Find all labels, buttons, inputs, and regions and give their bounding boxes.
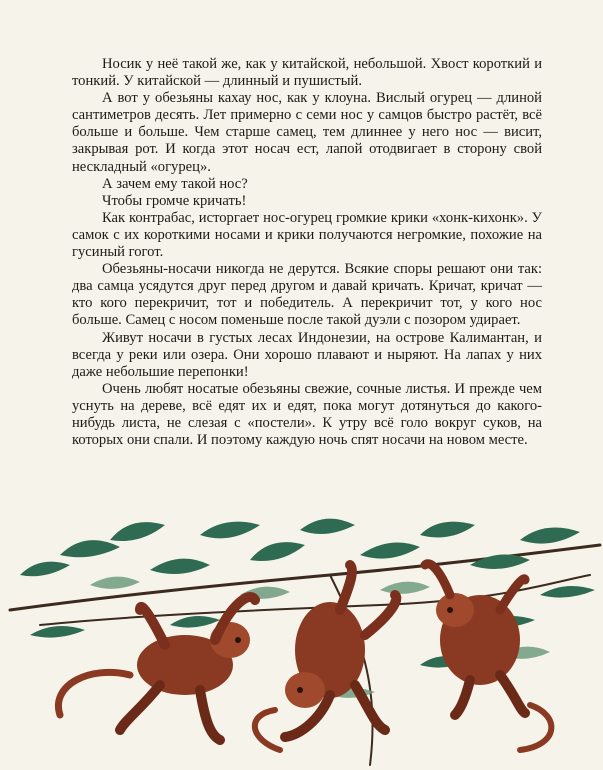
paragraph: Чтобы громче кричать!	[102, 192, 247, 209]
paragraph: Носик у неё такой же, как у китайской, небольшой. Хвост короткий и тонкий. У китайской — длинный и пушистый.	[72, 56, 542, 90]
paragraph: Очень любят носатые обезьяны свежие, сочные листья. И прежде чем уснуть на дереве, всё едят их и едят, пока могут дотянуться до какого-нибудь листа, не слезая с «постели». К утру всё голо вокруг суков, на которых они спали. И поэтому каждую ночь спят носачи на новом месте.	[72, 380, 542, 449]
paragraph: Обезьяны-носачи никогда не дерутся. Всякие споры решают они так: два самца усядутся друг перед другом и давай кричать. Кричат, кричат — кто кого перекричит, тот и победитель. А перекричит тот, у кого нос больше. Самец с носом поменьше после такой дуэли с позором удирает.	[72, 261, 542, 329]
paragraph: А зачем ему такой нос?	[102, 175, 248, 192]
paragraph: Живут носачи в густых лесах Индонезии, на острове Калимантан, и всегда у реки или озера. Они хорошо плавают и ныряют. На лапах у них даже небольшие перепонки!	[72, 329, 542, 380]
article-text	[72, 56, 542, 449]
monkeys-illustration	[0, 515, 603, 770]
monkey-left	[58, 597, 255, 740]
paragraph: А вот у обезьяны кахау нос, как у клоуна. Вислый огурец — длиной сантиметров десять. Лет примерно с семи нос у самцов быстро растёт, всё больше и больше. Чем старше самец, тем длиннее у него нос — висит, закрывая рот. И когда этот носач ест, лапой отодвигает в сторону свой нескладный «огурец».	[72, 90, 542, 175]
paragraph: Как контрабас, исторгает нос-огурец громкие крики «хонк-кихонк». У самок с их короткими носами и крики получаются негромкие, похожие на гусиный гогот.	[72, 209, 542, 261]
